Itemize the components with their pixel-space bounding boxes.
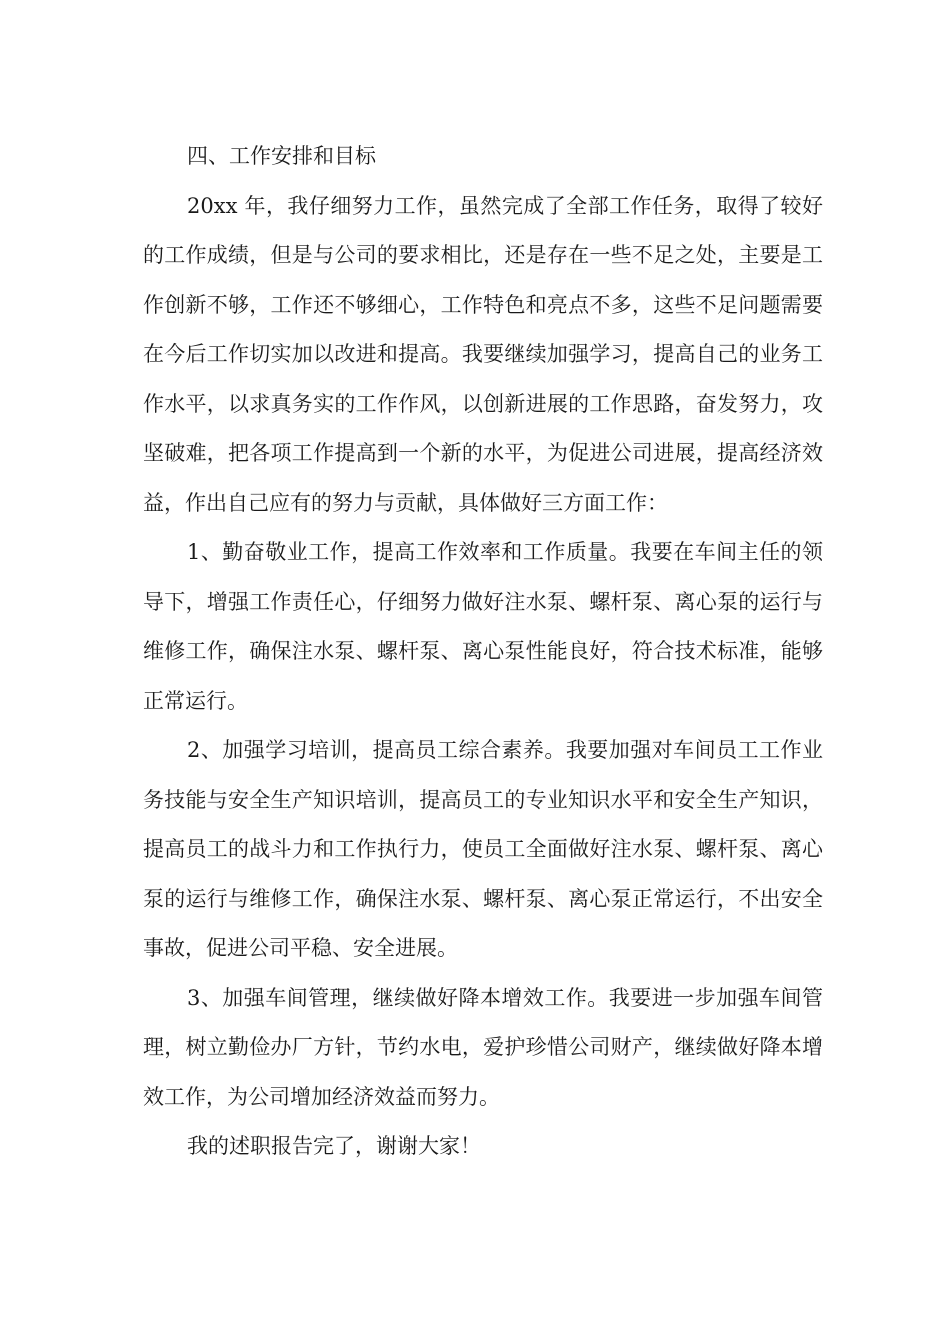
paragraph-closing: 我的述职报告完了，谢谢大家！	[187, 1134, 481, 1158]
section-heading: 四、工作安排和目标	[187, 144, 376, 168]
paragraph-item-3: 3、加强车间管理，继续做好降本增效工作。我要进一步加强车间管理，树立勤俭办厂方针，节约水电，爱护珍惜公司财产，继续做好降本增效工作，为公司增加经济效益而努力。	[143, 985, 823, 1109]
paragraph-item-2: 2、加强学习培训，提高员工综合素养。我要加强对车间员工工作业务技能与安全生产知识培训，提高员工的专业知识水平和安全生产知识，提高员工的战斗力和工作执行力，使员工全面做好注水泵、螺杆泵、离心泵的运行与维修工作，确保注水泵、螺杆泵、离心泵正常运行，不出安全事故，促进公司平稳、安全进展。	[143, 738, 823, 960]
paragraph-item-1: 1、勤奋敬业工作，提高工作效率和工作质量。我要在车间主任的领导下，增强工作责任心，仔细努力做好注水泵、螺杆泵、离心泵的运行与维修工作，确保注水泵、螺杆泵、离心泵性能良好，符合技术标准，能够正常运行。	[143, 540, 823, 713]
paragraph-intro: 20xx 年，我仔细努力工作，虽然完成了全部工作任务，取得了较好的工作成绩，但是与公司的要求相比，还是存在一些不足之处，主要是工作创新不够，工作还不够细心，工作特色和亮点不多，这些不足问题需要在今后工作切实加以改进和提高。我要继续加强学习，提高自己的业务工作水平，以求真务实的工作作风，以创新进展的工作思路，奋发努力，攻坚破难，把各项工作提高到一个新的水平，为促进公司进展，提高经济效益，作出自己应有的努力与贡献，具体做好三方面工作：	[143, 193, 823, 515]
document-body	[143, 132, 823, 1172]
